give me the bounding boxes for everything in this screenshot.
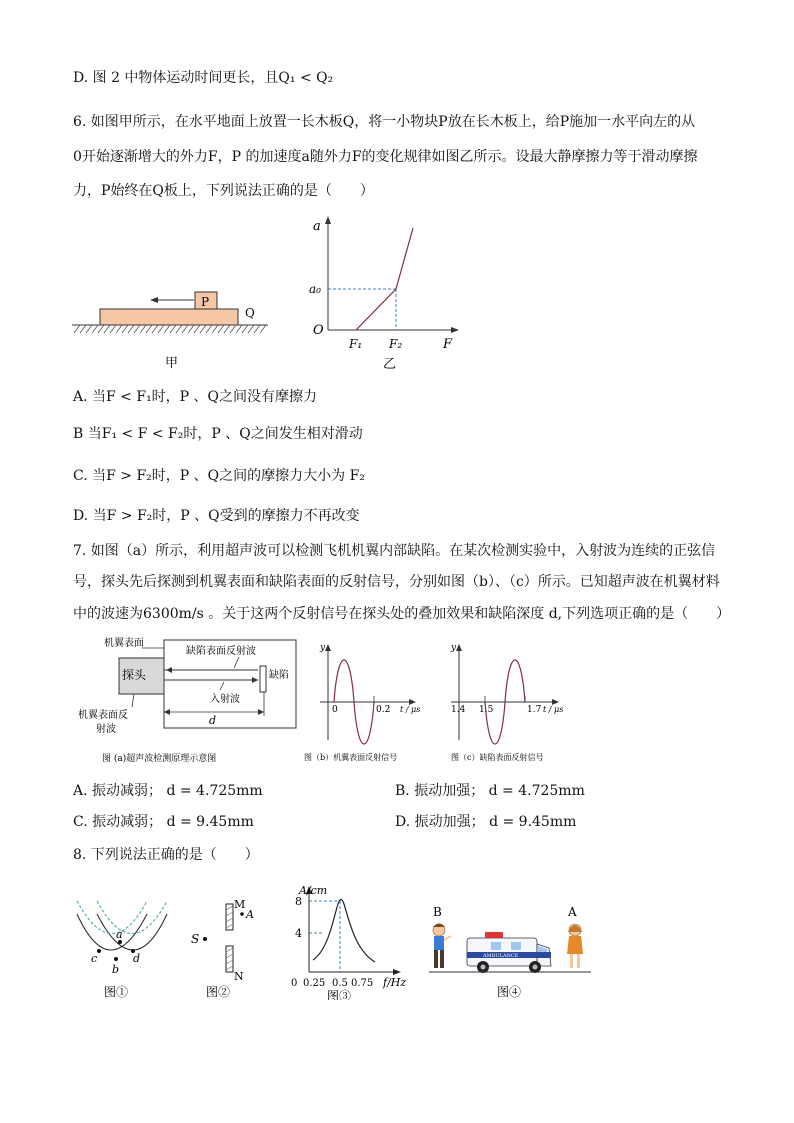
q6-stem-line3: 力，P始终在Q板上，下列说法正确的是（ ） [73, 183, 374, 199]
ambulance [467, 932, 551, 973]
q7-stem-line1: 7. 如图（a）所示，利用超声波可以检测飞机机翼内部缺陷。在某次检测实验中，入射波为连续的正弦信 [73, 543, 716, 559]
n-label: N [234, 970, 244, 983]
a-label: A [246, 908, 254, 921]
point-b-label: b [112, 963, 120, 976]
point-a-dot [240, 912, 244, 916]
board-q [100, 309, 238, 325]
q6-option-c: C. 当F > F₂时，P 、Q之间的摩擦力大小为 F₂ [73, 468, 365, 484]
amp-axis-label: A/cm [299, 884, 328, 897]
figure-jia-caption: 甲 [165, 356, 179, 371]
figure-2-caption: 图② [206, 985, 231, 999]
figure-4-caption: 图④ [497, 985, 522, 999]
q7-option-b: B. 振动加强； d = 4.725mm [395, 783, 585, 799]
resonance-curve [313, 900, 375, 963]
wave-front-solid-1 [77, 914, 147, 950]
x1-label: 0.25 [303, 978, 326, 989]
wave-front-dashed-2 [97, 901, 167, 934]
depth-label: d [209, 714, 217, 727]
q7-figure-b [302, 636, 432, 766]
defect-rect [260, 666, 266, 692]
q8-stem: 8. 下列说法正确的是（ ） [73, 847, 259, 863]
defect-reflect-label: 缺陷表面反射波 [186, 646, 256, 657]
x2-label: 0.5 [332, 978, 348, 989]
figure-yi-caption: 乙 [383, 357, 397, 372]
q5-option-d: D. 图 2 中物体运动时间更长，且Q₁ < Q₂ [73, 70, 334, 86]
q6-figure-yi [305, 210, 465, 375]
origin-label: O [313, 323, 324, 338]
c-unit: t / μs [543, 705, 564, 714]
y4-label: 4 [295, 927, 302, 940]
c-y-label: y [451, 643, 457, 653]
a-f-curve [356, 228, 413, 330]
y8-label: 8 [295, 895, 302, 908]
x0-label: 0 [291, 978, 298, 989]
q8-figure-1 [72, 896, 172, 1000]
q7-option-a: A. 振动减弱； d = 4.725mm [73, 783, 263, 799]
q7-option-d: D. 振动加强； d = 9.45mm [395, 814, 577, 830]
wing-surface-label: 机翼表面 [104, 638, 144, 649]
wave-front-solid-2 [97, 914, 167, 950]
q7-stem-line3: 中的波速为6300m/s 。关于这两个反射信号在探头处的叠加效果和缺陷深度 d,下列选项正确的是（ ） [73, 606, 731, 622]
m-label: M [234, 898, 246, 911]
ground-hatch [74, 325, 266, 333]
force-arrow-head [150, 297, 158, 303]
q8-figure-2 [188, 896, 268, 1000]
b-y-label: y [320, 643, 326, 653]
q6-figure-jia [70, 285, 270, 375]
freq-axis-label: f/Hz [383, 976, 407, 989]
surface-reflect-label-1: 机翼表面反 [78, 710, 128, 721]
figure-b-caption: 图（b）机翼表面反射信号 [304, 753, 398, 762]
c-t2: 1.7 [527, 705, 542, 715]
ambulance-label: AMBULANCE [483, 953, 519, 959]
f2-label: F₂ [389, 337, 403, 351]
figure-3-caption: 图③ [327, 989, 352, 1000]
x3-label: 0.75 [351, 978, 374, 989]
q7-stem-line2: 号，探头先后探测到机翼表面和缺陷表面的反射信号，分别如图（b）、（c）所示。已知超声波在机翼材料 [73, 574, 720, 590]
q6-option-b: B 当F₁ < F < F₂时，P 、Q之间发生相对滑动 [73, 426, 363, 442]
f-axis-arrow [451, 327, 459, 333]
b-unit: t / μs [400, 705, 421, 714]
person-b-label: B [433, 905, 442, 919]
q7-option-c: C. 振动减弱； d = 9.45mm [73, 814, 254, 830]
q6-stem-line1: 6. 如图甲所示，在水平地面上放置一长木板Q，将一小物块P放在长木板上，给P施加一水平向左的从 [73, 114, 696, 130]
point-c [97, 949, 101, 953]
q7-figure-a [74, 632, 300, 767]
f1-label: F₁ [349, 337, 363, 351]
c-t1: 1.5 [479, 705, 494, 715]
probe-label: 探头 [122, 668, 147, 682]
q6-stem-line2: 0开始逐渐增大的外力F，P 的加速度a随外力F的变化规律如图乙所示。设最大静摩擦力等于滑动摩擦 [73, 149, 698, 165]
f-axis-label: F [443, 337, 453, 352]
figure-1-caption: 图① [104, 985, 129, 999]
a-axis-arrow [325, 216, 331, 224]
a-axis-label: a [313, 219, 321, 234]
figure-a-caption: 图 (a)超声波检测原理示意图 [102, 754, 217, 764]
wave-front-dashed-1 [77, 901, 147, 934]
board-q-label: Q [245, 306, 255, 320]
point-c-label: c [91, 952, 98, 965]
incident-label: 入射波 [210, 694, 240, 705]
surface-reflect-label-2: 射波 [96, 724, 116, 735]
person-b [433, 924, 451, 969]
b-t1: 0.2 [376, 705, 391, 715]
point-b [114, 957, 118, 961]
q8-figure-4 [425, 896, 595, 1000]
a0-label: a₀ [309, 282, 321, 296]
q8-figure-3 [283, 880, 413, 1000]
defect-label: 缺陷 [269, 670, 289, 681]
block-p-label: P [201, 295, 210, 309]
point-a-label: a [116, 928, 123, 941]
source-s-label: S [191, 932, 200, 946]
source-s [203, 937, 207, 941]
person-a-label: A [568, 905, 577, 919]
q6-option-a: A. 当F < F₁时，P 、Q之间没有摩擦力 [73, 389, 318, 405]
q6-option-d: D. 当F > F₂时，P 、Q受到的摩擦力不再改变 [73, 508, 360, 524]
c-t0: 1.4 [451, 705, 466, 715]
point-d-label: d [133, 952, 141, 965]
figure-c-caption: 图（c）缺陷表面反射信号 [451, 753, 544, 762]
q7-figure-c [447, 636, 577, 766]
b-t0: 0 [332, 705, 338, 715]
person-a [567, 924, 583, 968]
